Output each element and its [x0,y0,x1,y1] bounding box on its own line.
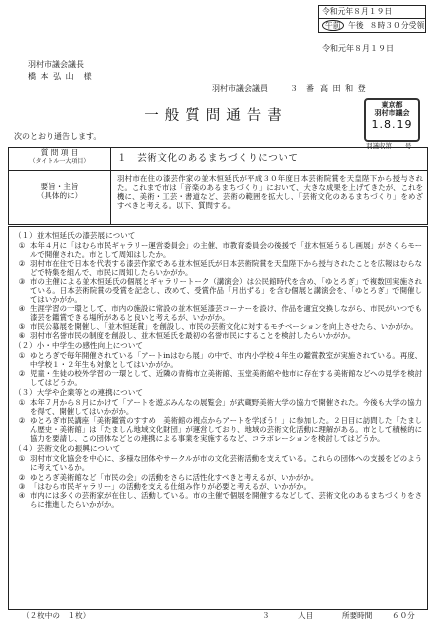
subject-row [9,148,427,171]
item-text: 生涯学習の一環として、市内の施設に常設の並木恒延漆芸コーナーを設け、作品を適宜交換しながら、市民がいつでも漆芸を鑑賞できる場所があると良いと考えるが、いかがか。 [30,304,422,323]
item-text: 本年７月から８月にかけて「アートを遊ぶみんなの展覧会」が武蔵野美術大学の協力で開催された。今後も大学の協力を得て、開催してはいかがか。 [30,398,422,417]
subject-label: 質 問 項 目 [40,148,79,157]
question-body [8,226,428,610]
intro-text: 次のとおり通告します。 [14,132,102,141]
list-item [14,322,422,331]
summary-row [9,171,427,224]
receipt-date: 令和元年８月１９日 [322,7,393,17]
recipient-org: 羽村市議会議長 [28,60,84,69]
list-item [14,454,422,472]
item-number: ① [18,454,26,464]
item-number: ⑥ [18,331,26,341]
list-item [14,482,422,491]
list-item [14,277,422,304]
list-item [14,331,422,340]
stamp-line1: 東京都 [381,101,403,109]
receipt-time: ８時３０分受領 [369,20,425,30]
document-title: 一般質問通告書 [144,108,288,124]
received-stamp [364,98,420,142]
item-number: ③ [18,277,26,287]
item-number: ② [18,259,26,269]
section-title: （１）並木恒延氏の漆芸展について [14,231,136,240]
item-text: 児童・生徒の校外学習の一環として、近隣の青梅市立美術館、玉堂美術館や他市に存在する美術館などへの見学を検討してはどうか。 [30,369,422,388]
item-text: ゆとろぎ美術館など「市民の会」の活動をさらに活性化すべきと考えるが、いかがか。 [30,472,319,482]
item-number: ② [18,472,26,482]
summary-text: 羽村市在住の漆芸作家の並木恒延氏が平成３０年度日本芸術院賞を天皇陛下から授与された。これまで市は「音楽のあるまちづくり」において、大きな成果を上げてきたが、これを機に、美術・工芸・書道など、芸術の範囲を拡大し、「芸術文化のあるまちづくり」をめざすべきと考える。以下、質問する。 [117,174,423,211]
sender-name: 高 田 和 登 [320,84,367,93]
time-label: 所要時間 [342,611,373,620]
item-number: ⑤ [18,322,26,332]
section-title: （４）芸術文化の振興について [14,444,121,454]
stamp-number: 羽議収第 号 [366,142,412,150]
item-number: ① [18,398,26,408]
time-value: ６０分 [392,611,415,620]
item-number: ② [18,369,26,379]
item-number: ① [18,240,26,250]
item-text: 羽村市名誉市民の制度を創設し、並木恒延氏を最初の名誉市民にすることを検討したらいかがか。 [30,331,356,341]
subject-label-small: （タイトル一大項目） [29,157,90,165]
receipt-pm: 午後 [348,20,364,30]
stamp-date: 1.8.19 [371,117,413,131]
receipt-box [318,5,426,33]
stamp-line2: 羽村市議会 [374,109,410,118]
item-text: ゆとろぎ市民講座「美術鑑賞のすすめ 美術館の視点からアートを学ぼう！」に参加した。２日目に訪問した「たましん歴史・美術館」は「たましん地域文化財団」が運営しており、地域の芸術文化活動に理解がある。市として積極的に協力を要請し、この団体などとの連携による事業を実施するなど、コラボレーションを検討してはどうか。 [30,416,422,444]
sender-org: 羽村市議会議員 [212,84,268,93]
item-text: 市内には多くの芸術家が在住し、活動している。市の主催で個展を開催するなどして、芸術文化のあるまちづくりをさらに推進したらいかがか。 [30,490,422,509]
header-date: 令和元年８月１９日 [322,44,394,53]
section-title: （２）小・中学生の感性向上について [14,341,143,351]
summary-label-sub: （具体的に） [36,190,83,200]
list-item [14,241,422,259]
item-text: 市民公募展を開催し、「並木恒延賞」を創設し、市民の芸術文化に対するモチベーションを向上させたら、いかがか。 [30,322,418,332]
item-text: ゆとろぎで毎年開催されている「アートinはむら展」の中で、市内小学校４年生の鑑賞教室が実施されている。再度、中学校１・２年生も対象としてはいかがか。 [30,351,422,370]
item-number: ② [18,416,26,426]
recipient-name: 橋 本 弘 山 様 [28,72,93,81]
item-text: 羽村市文化協会を中心に、多様な団体やサークルが市の文化芸術活動を支えている。これらの団体への支援をどのように考えているか。 [30,454,422,473]
item-text: 「はむら市民ギャラリー」の活動を支える仕組み作りが必要と考えるが、いかがか。 [30,481,311,491]
list-item [14,259,422,277]
item-number: ④ [18,304,26,314]
speaker-order: ３ [262,611,270,620]
list-item [14,398,422,416]
page-count: （２枚中の １枚） [22,611,91,620]
speaker-order-label: 人目 [298,611,314,620]
list-item [14,473,422,482]
list-item [14,304,422,322]
item-text: 羽村市在住で日本を代表する漆芸作家である並木恒延氏が日本芸術院賞を天皇陛下から授与されたことを広報はむらなどで特集を組んで、市民に周知したらいかがか。 [30,259,422,278]
section-title: （３）大学や企業等との連携について [14,388,143,398]
list-item [14,369,422,387]
item-text: 本年４月に「はむら市民ギャラリー運営委員会」の主催、市教育委員会の後援で「並木恒延うるし画展」がさくらモールで開催された。市として周知はしたか。 [30,240,422,259]
sender-seat: ３ 番 [290,84,314,93]
list-item [14,416,422,443]
item-number: ③ [18,481,26,491]
receipt-am-circled: 午前 [322,20,344,31]
subject-table [8,147,428,225]
list-item [14,491,422,509]
item-number: ① [18,351,26,361]
summary-label: 要旨・主旨 [40,182,79,191]
list-item [14,351,422,369]
item-number: ④ [18,490,26,500]
subject-text: １ 芸術文化のあるまちづくりについて [117,153,299,164]
item-text: 市の主催による並木恒延氏の個展とギャラリートーク（講演会）は公民館時代を含め、「ゆとろぎ」で複数回実施されている。日本芸術院賞の受賞を記念し、改めて、受賞作品「月出ずる」を含む個展と講演会を、「ゆとろぎ」で開催してはいかがか。 [30,277,422,305]
